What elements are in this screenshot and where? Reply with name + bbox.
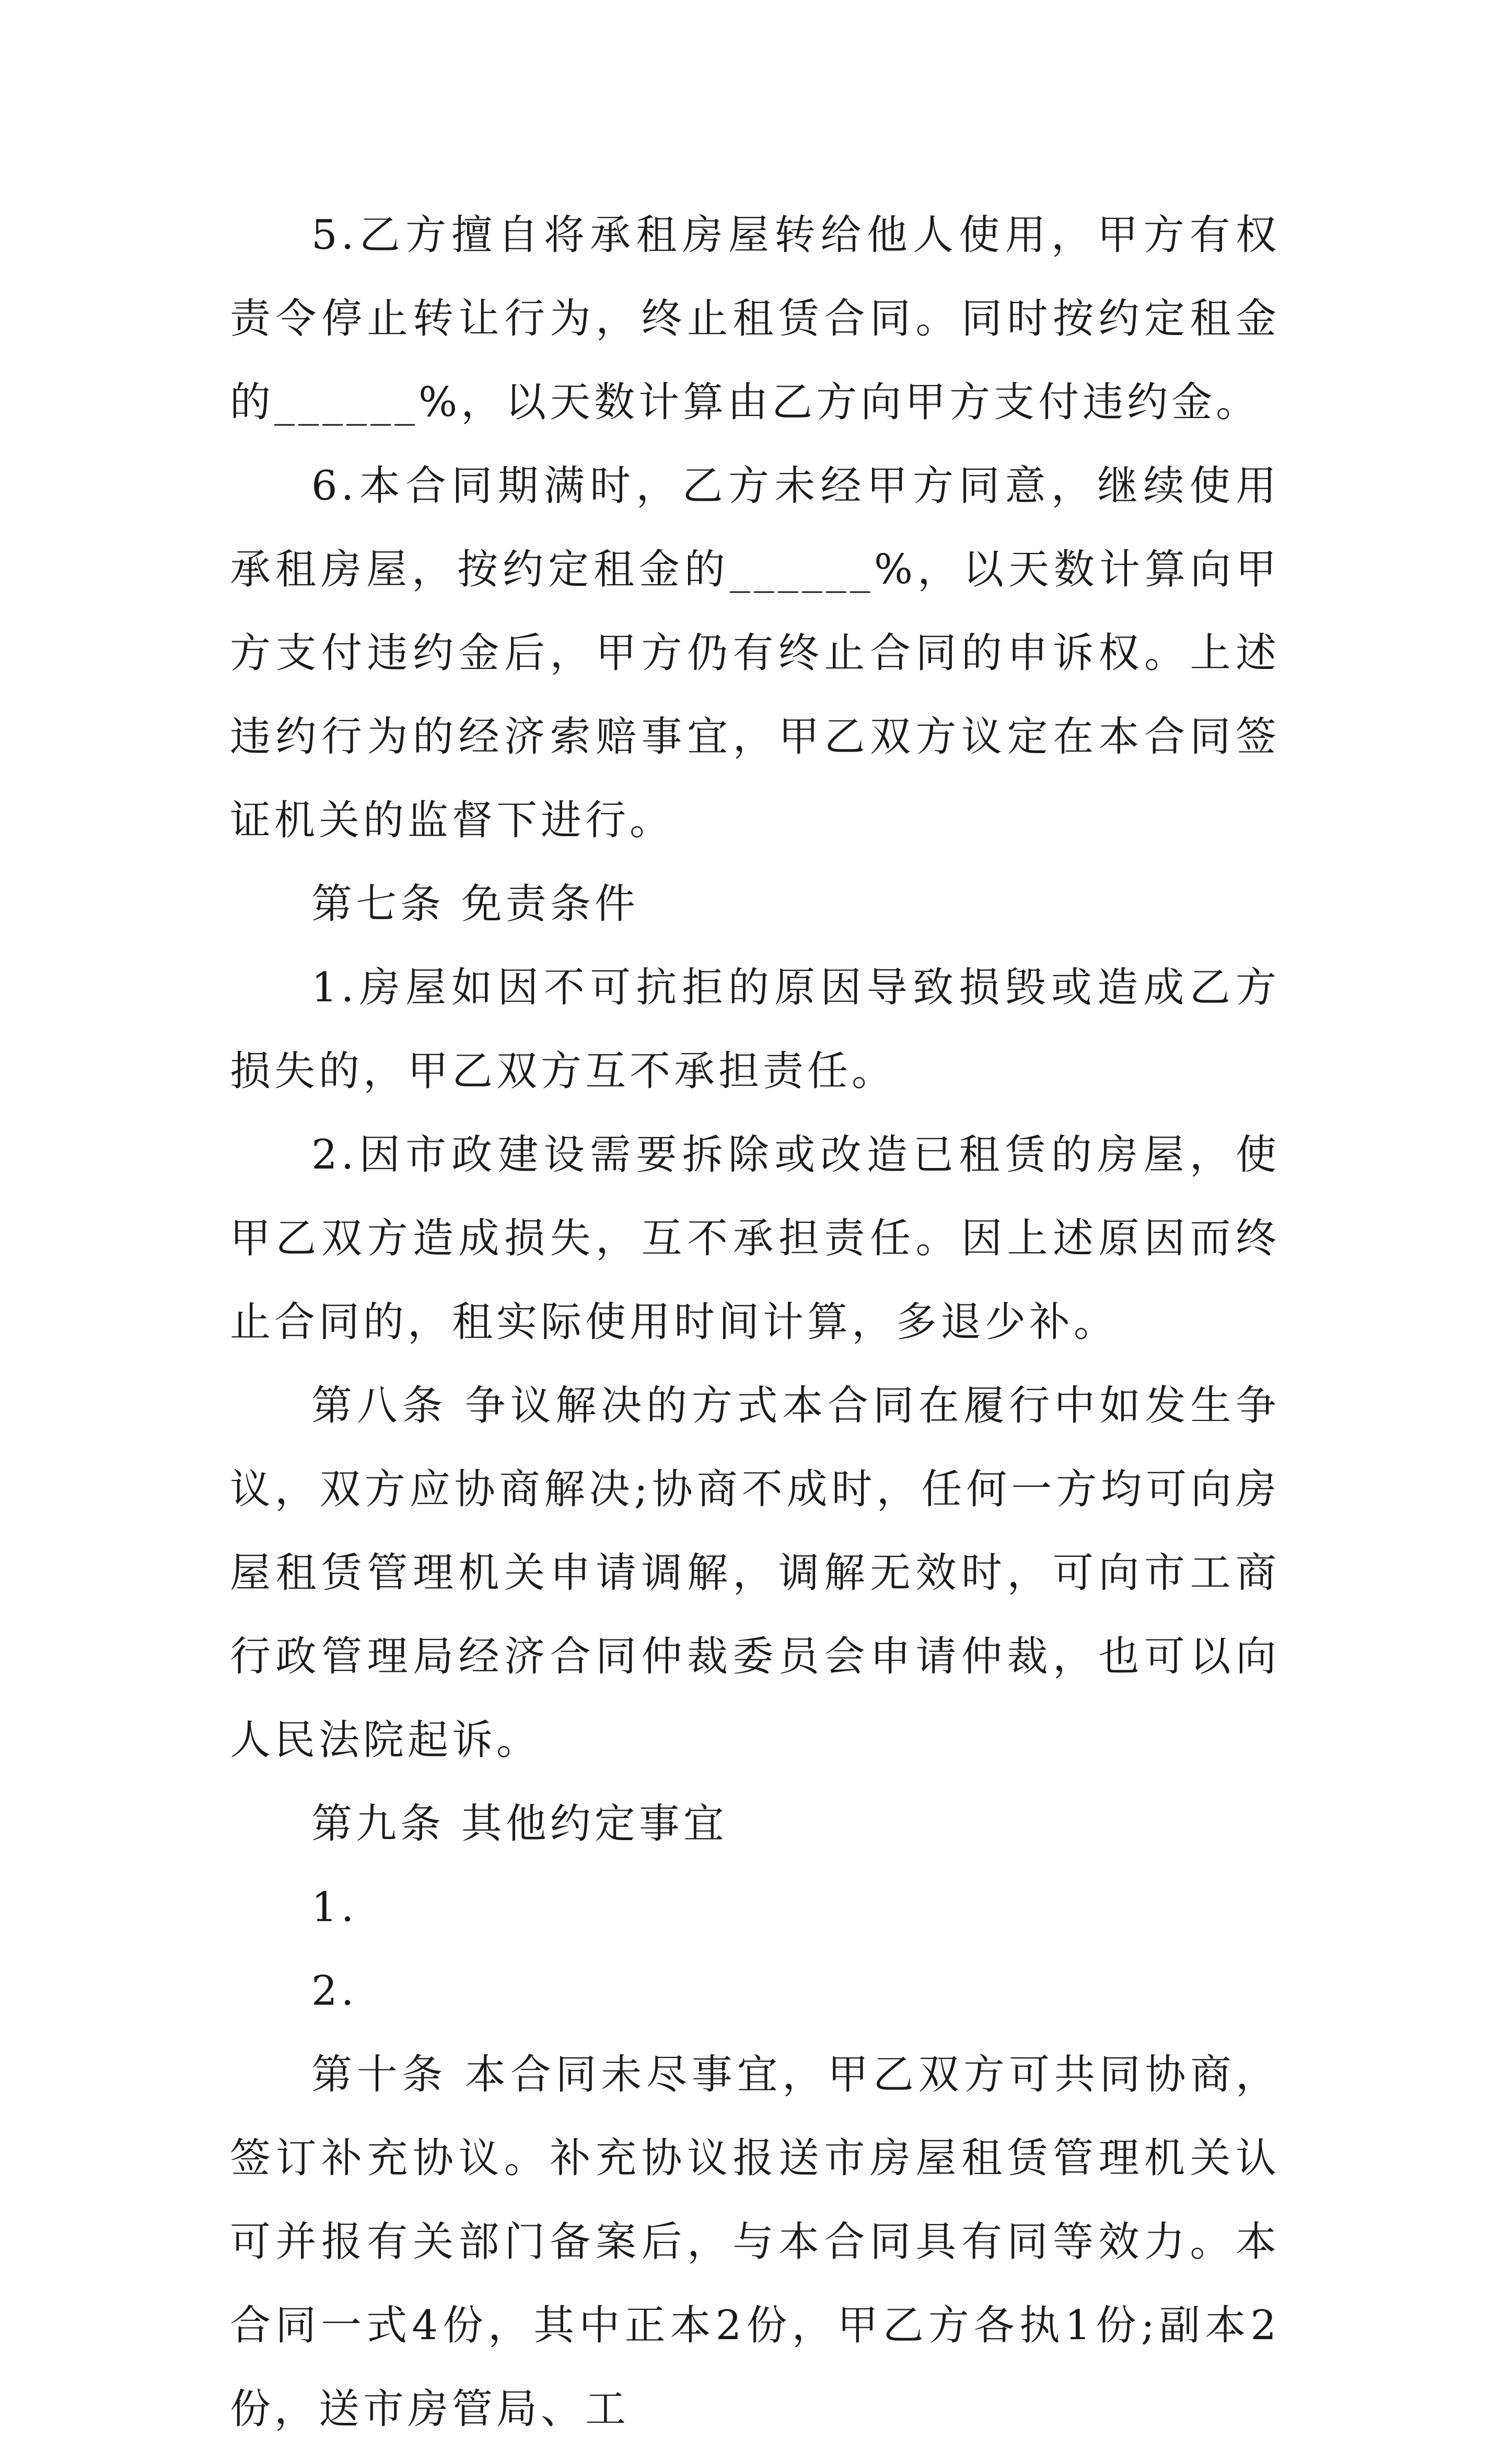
document-body <box>230 193 1280 2451</box>
article-9-item-2: 2. <box>311 1968 358 2015</box>
article-7-heading: 第七条 免责条件 <box>311 881 639 928</box>
article-9-heading: 第九条 其他约定事宜 <box>311 1800 728 1847</box>
article-7-item-1: 1.房屋如因不可抗拒的原因导致损毁或造成乙方损失的，甲乙双方互不承担责任。 <box>230 964 1280 1095</box>
article-9-item-1: 1. <box>311 1884 358 1931</box>
clause-5-paragraph: 5.乙方擅自将承租房屋转给他人使用，甲方有权责令停止转让行为，终止租赁合同。同时按约定租金的______%，以天数计算由乙方向甲方支付违约金。 <box>230 212 1280 426</box>
article-10-paragraph: 第十条 本合同未尽事宜，甲乙双方可共同协商，签订补充协议。补充协议报送市房屋租赁管理机关认可并报有关部门备案后，与本合同具有同等效力。本合同一式4份，其中正本2份，甲乙方各执1份;副本2份，送市房管局、工 <box>230 2051 1280 2433</box>
article-8-paragraph: 第八条 争议解决的方式本合同在履行中如发生争议，双方应协商解决;协商不成时，任何一方均可向房屋租赁管理机关申请调解，调解无效时，可向市工商行政管理局经济合同仲裁委员会申请仲裁，也可以向人民法院起诉。 <box>230 1382 1280 1764</box>
clause-6-paragraph: 6.本合同期满时，乙方未经甲方同意，继续使用承租房屋，按约定租金的______%，以天数计算向甲方支付违约金后，甲方仍有终止合同的申诉权。上述违约行为的经济索赔事宜，甲乙双方议定在本合同签证机关的监督下进行。 <box>230 463 1280 844</box>
article-7-item-2: 2.因市政建设需要拆除或改造已租赁的房屋，使甲乙双方造成损失，互不承担责任。因上述原因而终止合同的，租实际使用时间计算，多退少补。 <box>230 1131 1280 1346</box>
